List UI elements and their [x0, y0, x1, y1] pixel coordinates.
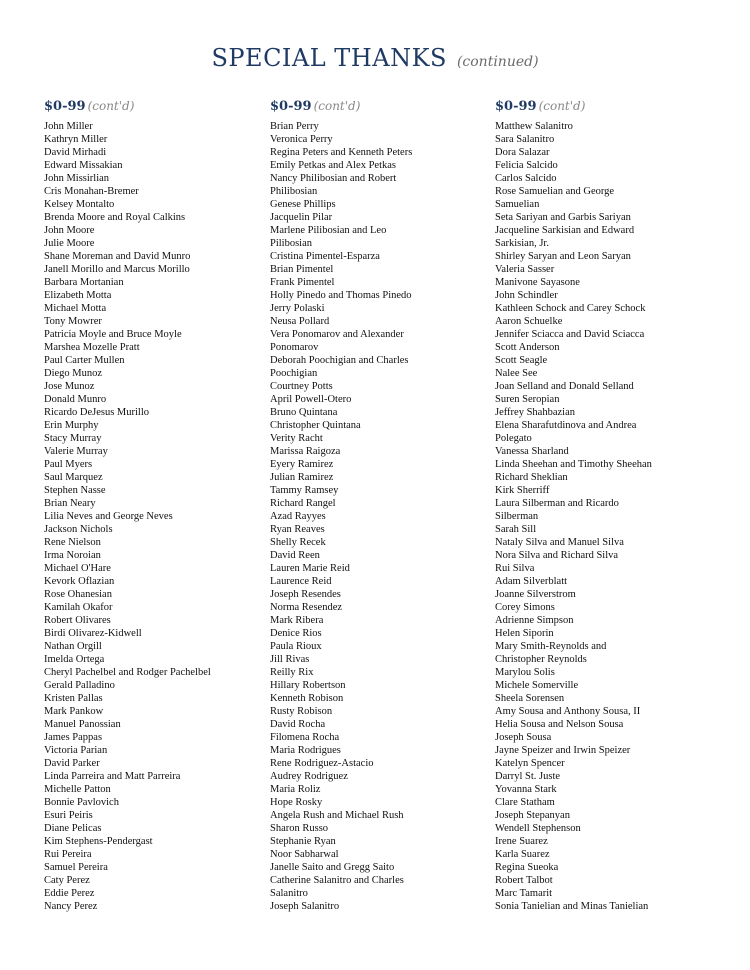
donor-name: Denice Rios [270, 628, 322, 639]
donor-name: Mary Smith-Reynolds and [495, 641, 607, 652]
donor-name: Nancy Perez [44, 901, 98, 912]
donor-name: Norma Resendez [270, 602, 343, 613]
donor-name: Rusty Robison [270, 706, 333, 717]
donor-name: Linda Parreira and Matt Parreira [44, 771, 181, 782]
donor-name: Jackson Nichols [44, 524, 113, 535]
donor-name: Silberman [495, 511, 539, 522]
donor-list [495, 120, 720, 913]
donor-name: Laura Silberman and Ricardo [495, 498, 619, 509]
donor-list [44, 120, 269, 913]
donor-name: Michael O'Hare [44, 563, 111, 574]
donor-name: Janelle Saito and Gregg Saito [270, 862, 395, 873]
donor-name: Kathryn Miller [44, 134, 108, 145]
donor-name: Philibosian [270, 186, 318, 197]
donor-name: Janell Morillo and Marcus Morillo [44, 264, 190, 275]
donor-name: Rene Nielson [44, 537, 101, 548]
donor-name: Holly Pinedo and Thomas Pinedo [270, 290, 412, 301]
donor-name: Cheryl Pachelbel and Rodger Pachelbel [44, 667, 211, 678]
donor-name: Felicia Salcido [495, 160, 558, 171]
donor-name: Joan Selland and Donald Selland [495, 381, 634, 392]
donation-tier-label: $0-99 [270, 99, 312, 114]
donor-name: Barbara Mortanian [44, 277, 124, 288]
donor-name: Sonia Tanielian and Minas Tanielian [495, 901, 649, 912]
donor-name: Scott Seagle [495, 355, 548, 366]
donor-name: Kristen Pallas [44, 693, 103, 704]
donor-name: Sarah Sill [495, 524, 537, 535]
donor-name: Marlene Pilibosian and Leo [270, 225, 387, 236]
donor-name: Jayne Speizer and Irwin Speizer [495, 745, 631, 756]
donor-name: Amy Sousa and Anthony Sousa, II [495, 706, 641, 717]
donor-name: Filomena Rocha [270, 732, 340, 743]
donor-name: Manivone Sayasone [495, 277, 580, 288]
donor-name: Stacy Murray [44, 433, 102, 444]
donor-name: Elizabeth Motta [44, 290, 112, 301]
donor-name: Adrienne Simpson [495, 615, 574, 626]
donor-name: Elena Sharafutdinova and Andrea [495, 420, 637, 431]
donor-name: Christopher Reynolds [495, 654, 587, 665]
donor-name: Bonnie Pavlovich [44, 797, 119, 808]
donor-name: April Powell-Otero [270, 394, 352, 405]
donor-name: Frank Pimentel [270, 277, 335, 288]
donor-name: Corey Simons [495, 602, 555, 613]
donor-name: Helia Sousa and Nelson Sousa [495, 719, 624, 730]
donor-name: Patricia Moyle and Bruce Moyle [44, 329, 182, 340]
donor-name: Shane Moreman and David Munro [44, 251, 191, 262]
donor-name: Adam Silverblatt [495, 576, 568, 587]
donor-name: Matthew Salanitro [495, 121, 573, 132]
donor-name: Reilly Rix [270, 667, 314, 678]
donor-name: Marc Tamarit [495, 888, 553, 899]
donor-name: Joanne Silverstrom [495, 589, 576, 600]
donor-name: Vera Ponomarov and Alexander [270, 329, 404, 340]
donor-name: Michelle Patton [44, 784, 111, 795]
donor-name: Verity Racht [270, 433, 323, 444]
donor-name: Stephanie Ryan [270, 836, 336, 847]
donor-name: Diego Munoz [44, 368, 103, 379]
donor-name: Gerald Palladino [44, 680, 115, 691]
donor-name: Manuel Panossian [44, 719, 121, 730]
donor-name: Seta Sariyan and Garbis Sariyan [495, 212, 631, 223]
donor-name: Michele Somerville [495, 680, 579, 691]
donor-name: Maria Rodrigues [270, 745, 341, 756]
donor-name: Polegato [495, 433, 532, 444]
donor-name: Samuel Pereira [44, 862, 108, 873]
donor-name: Saul Marquez [44, 472, 103, 483]
donor-name: Brenda Moore and Royal Calkins [44, 212, 186, 223]
page-title-suffix: (continued) [456, 54, 539, 70]
donor-name: Pilibosian [270, 238, 313, 249]
donor-name: Brian Perry [270, 121, 319, 132]
donor-name: Wendell Stephenson [495, 823, 581, 834]
donor-column-3 [495, 95, 720, 913]
donor-name: Birdi Olivarez-Kidwell [44, 628, 142, 639]
donor-name: Jill Rivas [270, 654, 310, 665]
donor-name: Caty Perez [44, 875, 90, 886]
donor-name: Neusa Pollard [270, 316, 330, 327]
donor-name: Ryan Reaves [270, 524, 325, 535]
donor-name: Rene Rodriguez-Astacio [270, 758, 374, 769]
donor-name: Jerry Polaski [270, 303, 325, 314]
donor-name: Donald Munro [44, 394, 107, 405]
donor-name: Esuri Peiris [44, 810, 93, 821]
donor-name: Nora Silva and Richard Silva [495, 550, 619, 561]
donor-name: John Missirlian [44, 173, 110, 184]
donor-name: Aaron Schuelke [495, 316, 563, 327]
donor-name: Regina Peters and Kenneth Peters [270, 147, 413, 158]
donor-name: Robert Olivares [44, 615, 111, 626]
donor-name: Rose Samuelian and George [495, 186, 615, 197]
donor-name: Karla Suarez [495, 849, 550, 860]
donor-name: Jacqueline Sarkisian and Edward [495, 225, 635, 236]
continued-label: (cont'd) [313, 99, 361, 113]
donor-name: Paula Rioux [270, 641, 322, 652]
donor-column-2 [270, 95, 495, 913]
donor-name: Jose Munoz [44, 381, 95, 392]
donor-name: Deborah Poochigian and Charles [270, 355, 409, 366]
donor-name: David Parker [44, 758, 100, 769]
donor-name: Linda Sheehan and Timothy Sheehan [495, 459, 652, 470]
donor-name: Kim Stephens-Pendergast [44, 836, 153, 847]
donor-name: Jacquelin Pilar [270, 212, 333, 223]
donor-name: Darryl St. Juste [495, 771, 561, 782]
donor-name: Joseph Resendes [270, 589, 341, 600]
donor-name: Emily Petkas and Alex Petkas [270, 160, 396, 171]
donor-name: Marshea Mozelle Pratt [44, 342, 140, 353]
donor-name: Suren Seropian [495, 394, 560, 405]
donor-name: Kamilah Okafor [44, 602, 113, 613]
donor-column-1 [44, 95, 269, 913]
donor-name: Kathleen Schock and Carey Schock [495, 303, 646, 314]
donor-name: Julie Moore [44, 238, 95, 249]
donor-name: Sharon Russo [270, 823, 329, 834]
donor-name: Dora Salazar [495, 147, 550, 158]
donor-name: Richard Sheklian [495, 472, 568, 483]
donor-name: Jennifer Sciacca and David Sciacca [495, 329, 645, 340]
donor-name: Genese Phillips [270, 199, 336, 210]
donor-name: Victoria Parian [44, 745, 108, 756]
column-heading [44, 95, 269, 117]
donor-name: Courtney Potts [270, 381, 333, 392]
continued-label: (cont'd) [538, 99, 586, 113]
donor-name: Salanitro [270, 888, 308, 899]
donor-name: Nathan Orgill [44, 641, 102, 652]
donor-name: David Reen [270, 550, 320, 561]
donor-name: Carlos Salcido [495, 173, 557, 184]
donor-name: Imelda Ortega [44, 654, 105, 665]
donor-name: Audrey Rodriguez [270, 771, 348, 782]
donor-name: Nancy Philibosian and Robert [270, 173, 397, 184]
donor-name: Clare Statham [495, 797, 555, 808]
donor-name: John Moore [44, 225, 95, 236]
donor-name: David Mirhadi [44, 147, 107, 158]
donor-name: Joseph Stepanyan [495, 810, 570, 821]
donor-name: Sara Salanitro [495, 134, 555, 145]
donor-name: Noor Sabharwal [270, 849, 339, 860]
donor-name: John Schindler [495, 290, 558, 301]
donor-name: Valerie Murray [44, 446, 108, 457]
donor-name: Brian Neary [44, 498, 96, 509]
donor-name: Scott Anderson [495, 342, 560, 353]
donor-name: Tammy Ramsey [270, 485, 339, 496]
donor-name: Stephen Nasse [44, 485, 106, 496]
donor-name: Katelyn Spencer [495, 758, 565, 769]
donor-name: Kevork Oflazian [44, 576, 115, 587]
donor-name: Laurence Reid [270, 576, 332, 587]
donor-name: Ricardo DeJesus Murillo [44, 407, 149, 418]
donor-name: Irene Suarez [495, 836, 548, 847]
donor-name: Bruno Quintana [270, 407, 338, 418]
donor-name: Diane Pelicas [44, 823, 102, 834]
donor-name: Nalee See [495, 368, 538, 379]
donor-name: Kenneth Robison [270, 693, 344, 704]
donor-name: Helen Siporin [495, 628, 554, 639]
donor-name: Valeria Sasser [495, 264, 555, 275]
donor-name: Nataly Silva and Manuel Silva [495, 537, 624, 548]
donor-name: Marylou Solis [495, 667, 555, 678]
donor-name: Cristina Pimentel-Esparza [270, 251, 380, 262]
donor-name: Jeffrey Shahbazian [495, 407, 575, 418]
donor-name: Shirley Saryan and Leon Saryan [495, 251, 631, 262]
donor-name: Kelsey Montalto [44, 199, 115, 210]
donor-name: Paul Myers [44, 459, 93, 470]
donor-name: Mark Pankow [44, 706, 104, 717]
donor-name: Ponomarov [270, 342, 319, 353]
donor-name: Robert Talbot [495, 875, 553, 886]
donor-name: Paul Carter Mullen [44, 355, 125, 366]
donor-name: Sheela Sorensen [495, 693, 565, 704]
donor-name: Michael Motta [44, 303, 107, 314]
column-heading [270, 95, 495, 117]
donor-name: Maria Roliz [270, 784, 321, 795]
donor-name: Hope Rosky [270, 797, 323, 808]
donor-name: Sarkisian, Jr. [495, 238, 549, 249]
donor-name: Angela Rush and Michael Rush [270, 810, 404, 821]
donor-name: Irma Noroian [44, 550, 101, 561]
page-title-row [0, 44, 750, 72]
donor-name: Erin Murphy [44, 420, 99, 431]
donor-name: Lauren Marie Reid [270, 563, 350, 574]
donor-name: David Rocha [270, 719, 326, 730]
donor-name: Joseph Sousa [495, 732, 552, 743]
donor-name: Eddie Perez [44, 888, 95, 899]
donor-name: Samuelian [495, 199, 540, 210]
donor-name: Eyery Ramirez [270, 459, 334, 470]
donor-name: Richard Rangel [270, 498, 336, 509]
donor-name: Tony Mowrer [44, 316, 102, 327]
donor-name: Shelly Recek [270, 537, 326, 548]
donor-name: James Pappas [44, 732, 103, 743]
donor-name: Joseph Salanitro [270, 901, 340, 912]
donor-name: Julian Ramirez [270, 472, 334, 483]
donor-name: Edward Missakian [44, 160, 123, 171]
donor-list [270, 120, 495, 913]
donor-name: Regina Sueoka [495, 862, 559, 873]
donation-tier-label: $0-99 [44, 99, 86, 114]
donor-name: Christopher Quintana [270, 420, 361, 431]
donor-name: Kirk Sherriff [495, 485, 550, 496]
donor-name: Veronica Perry [270, 134, 333, 145]
page-title: SPECIAL THANKS [211, 44, 447, 72]
donor-name: Cris Monahan-Bremer [44, 186, 139, 197]
donor-name: Mark Ribera [270, 615, 324, 626]
donor-name: Poochigian [270, 368, 318, 379]
donor-name: Catherine Salanitro and Charles [270, 875, 404, 886]
donor-name: Yovanna Stark [495, 784, 557, 795]
donor-name: Azad Rayyes [270, 511, 326, 522]
donor-name: Rui Pereira [44, 849, 92, 860]
donor-name: John Miller [44, 121, 93, 132]
donor-name: Marissa Raigoza [270, 446, 341, 457]
donor-name: Lilia Neves and George Neves [44, 511, 173, 522]
donor-name: Hillary Robertson [270, 680, 346, 691]
column-heading [495, 95, 720, 117]
donor-name: Vanessa Sharland [495, 446, 569, 457]
donor-name: Rui Silva [495, 563, 535, 574]
continued-label: (cont'd) [87, 99, 135, 113]
donor-name: Rose Ohanesian [44, 589, 112, 600]
donor-name: Brian Pimentel [270, 264, 334, 275]
donation-tier-label: $0-99 [495, 99, 537, 114]
